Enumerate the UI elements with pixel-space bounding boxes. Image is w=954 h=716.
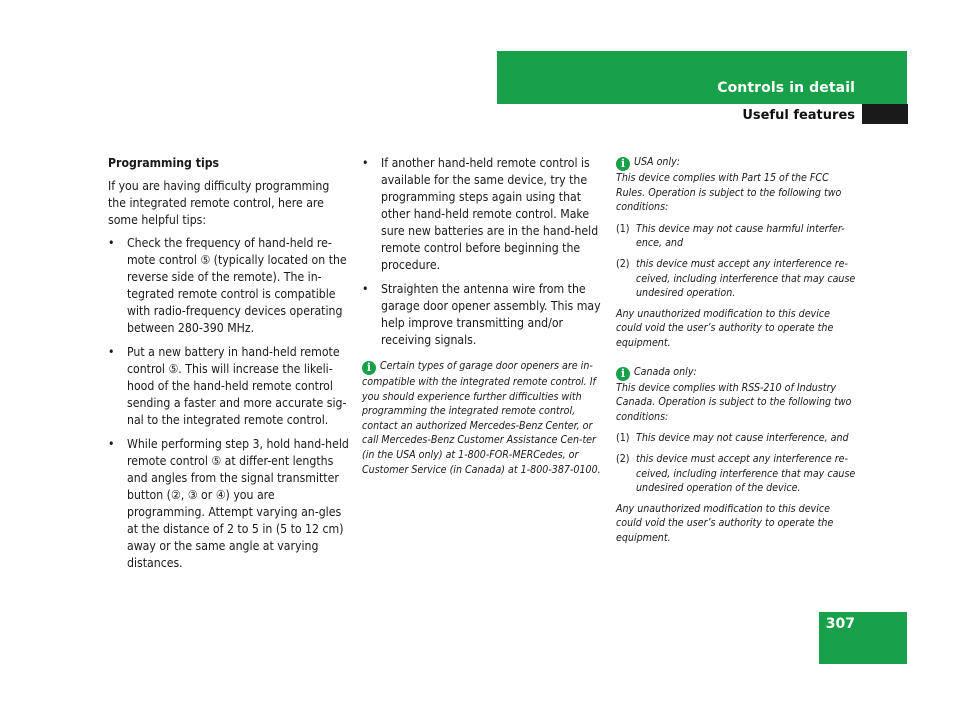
programming-tips-heading: Programming tips — [108, 156, 220, 170]
section-title: Controls in detail — [717, 80, 855, 96]
usa-intro: This device complies with Part 15 of the FCC Rules. Operation is subject to the following two conditions: — [616, 172, 842, 214]
column-additional-tips — [362, 155, 602, 477]
info-icon: i — [616, 157, 630, 171]
tip-item: • If another hand-held remote control is available for the same device, try the programming steps again using that other hand-held remote control. Make sure new batteries are in the hand-held remote control before beginning the procedure. — [362, 155, 602, 274]
usa-section — [616, 155, 858, 351]
column-programming-tips — [108, 155, 350, 579]
section-subtitle: Useful features — [742, 108, 855, 123]
tip-item: • While performing step 3, hold hand-held remote control ⑤ at differ-ent lengths and angles from the signal transmitter button (②, ③ or ④) you are programming. Attempt varying an-gles at the distance of 2 to 5 in (5 to 12 cm) away or the same angle at varying distances. — [108, 436, 350, 572]
usa-condition — [616, 257, 858, 301]
condition-text: This device may not cause interference, and — [636, 432, 849, 445]
compatibility-note — [362, 359, 602, 477]
tips-list-continued — [362, 155, 602, 349]
info-icon: i — [616, 367, 630, 381]
canada-closing: Any unauthorized modification to this device could void the user’s authority to operate the equipment. — [616, 502, 834, 544]
programming-tips-intro: If you are having difficulty programming the integrated remote control, here are some helpful tips: — [108, 179, 330, 227]
canada-condition — [616, 452, 858, 496]
header-tab-block — [862, 104, 908, 124]
condition-text: this device must accept any interference re-ceived, including interference that may cause undesired operation. — [636, 257, 856, 300]
info-icon: i — [362, 361, 376, 375]
canada-section — [616, 365, 858, 546]
header-bar — [497, 51, 907, 104]
tip-item: • Straighten the antenna wire from the garage door opener assembly. This may help improve transmitting and/or receiving signals. — [362, 281, 602, 349]
canada-intro: This device complies with RSS-210 of Industry Canada. Operation is subject to the following two conditions: — [616, 381, 852, 423]
canada-condition — [616, 431, 858, 446]
page-number: 307 — [825, 616, 855, 632]
usa-closing: Any unauthorized modification to this device could void the user’s authority to operate the equipment. — [616, 307, 834, 349]
condition-number: (2) — [616, 257, 630, 270]
usa-label: USA only: — [634, 156, 680, 168]
condition-text: This device may not cause harmful interfer-ence, and — [636, 222, 845, 250]
tip-item: • Check the frequency of hand-held re-mote control ⑤ (typically located on the reverse side of the remote). The in-tegrated remote control is compatible with radio-frequency devices operating between 280-390 MHz. — [108, 235, 350, 337]
usa-condition — [616, 222, 858, 251]
tip-item: • Put a new battery in hand-held remote control ⑤. This will increase the likeli-hood of the hand-held remote control sending a faster and more accurate sig-nal to the integrated remote control. — [108, 344, 350, 429]
condition-number: (2) — [616, 452, 630, 465]
canada-label: Canada only: — [634, 365, 697, 378]
compatibility-note-text: Certain types of garage door openers are in-compatible with the integrated remote control. If you should experience further difficulties with programming the integrated remote control, contact an authorized Mercedes-Benz Center, or call Mercedes-Benz Customer Assistance Cen-ter (in the USA only) at 1-800-FOR-MERCedes, or Customer Service (in Canada) at 1-800-387-0100. — [362, 360, 601, 476]
condition-number: (1) — [616, 432, 630, 445]
tips-list — [108, 235, 350, 572]
condition-text: this device must accept any interference re-ceived, including interference that may cause undesired operation of the device. — [636, 452, 856, 495]
column-regulatory — [616, 155, 858, 552]
condition-number: (1) — [616, 222, 630, 235]
